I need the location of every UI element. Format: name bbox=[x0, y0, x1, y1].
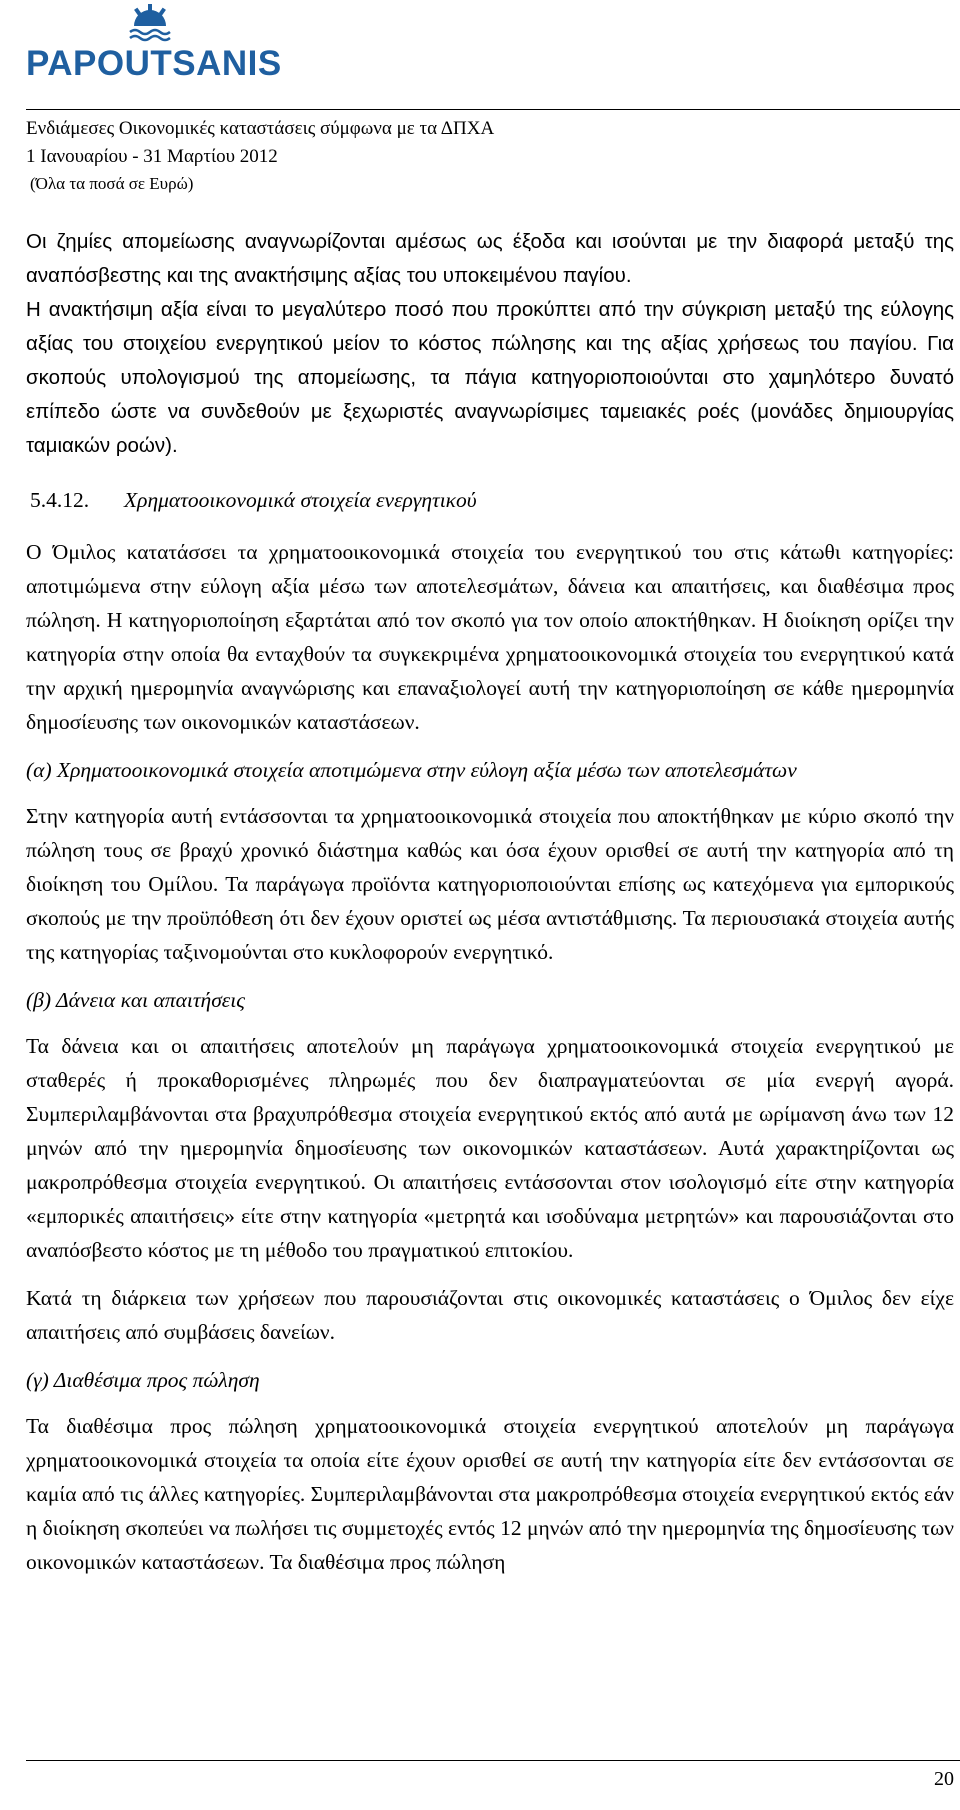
subheading-available-for-sale: (γ) Διαθέσιμα προς πώληση bbox=[26, 1368, 260, 1392]
paragraph-recoverable-amount: Η ανακτήσιμη αξία είναι το μεγαλύτερο ποσό που προκύπτει από την σύγκριση μεταξύ της εύλογης αξίας του στοιχείου ενεργητικού μείον το κόστος πώλησης και της αξίας χρήσεως του παγίου. Για σκοπούς υπολογισμού της απομείωσης, τα πάγια κατηγοριοποιούνται στο χαμηλότερο δυνατό επίπεδο ώστε να συνδεθούν με ξεχωριστές αναγνωρίσιμες ταμειακές ροές (μονάδες δημιουργίας ταμιακών ροών). bbox=[26, 298, 954, 457]
report-title: Ενδιάμεσες Οικονομικές καταστάσεις σύμφωνα με τα ΔΠΧΑ bbox=[26, 118, 495, 139]
section-title: Χρηματοοικονομικά στοιχεία ενεργητικού bbox=[124, 488, 477, 512]
section-heading bbox=[26, 483, 954, 517]
currency-note: (Όλα τα ποσά σε Ευρώ) bbox=[30, 174, 194, 193]
footer-divider bbox=[26, 1760, 960, 1761]
paragraph-fair-value: Στην κατηγορία αυτή εντάσσονται τα χρηματοοικονομικά στοιχεία που αποκτήθηκαν με κύριο σκοπό την πώληση τους σε βραχύ χρονικό διάστημα καθώς και όσα έχουν ορισθεί σε αυτή την κατηγορία από τη διοίκηση του Ομίλου. Τα παράγωγα προϊόντα κατηγοριοποιούνται επίσης ως κατεχόμενα για εμπορικούς σκοπούς με την προϋπόθεση ότι δεν έχουν οριστεί ως μέσα αντιστάθμισης. Τα περιουσιακά στοιχεία αυτής της κατηγορίας ταξινομούνται στο κυκλοφορούν ενεργητικό. bbox=[26, 804, 954, 964]
subheading-fair-value: (α) Χρηματοοικονομικά στοιχεία αποτιμώμενα στην εύλογη αξία μέσω των αποτελεσμάτων bbox=[26, 758, 797, 782]
subheading-loans: (β) Δάνεια και απαιτήσεις bbox=[26, 988, 245, 1012]
company-logo bbox=[26, 4, 282, 83]
paragraph-loan-contracts: Κατά τη διάρκεια των χρήσεων που παρουσιάζονται στις οικονομικές καταστάσεις ο Όμιλος δεν είχε απαιτήσεις από συμβάσεις δανείων. bbox=[26, 1286, 954, 1344]
section-number: 5.4.12. bbox=[30, 488, 90, 512]
page-number: 20 bbox=[934, 1768, 954, 1790]
paragraph-loans: Τα δάνεια και οι απαιτήσεις αποτελούν μη παράγωγα χρηματοοικονομικά στοιχεία ενεργητικού με σταθερές ή προκαθορισμένες πληρωμές που δεν διαπραγματεύονται σε μία ενεργή αγορά. Συμπεριλαμβάνονται στα βραχυπρόθεσμα στοιχεία ενεργητικού εκτός από αυτά με ωρίμανση άνω των 12 μηνών από την ημερομηνία δημοσίευσης των οικονομικών καταστάσεων. Αυτά χαρακτηρίζονται ως μακροπρόθεσμα στοιχεία ενεργητικού. Οι απαιτήσεις εντάσσονται στον ισολογισμό είτε στην κατηγορία «εμπορικές απαιτήσεις» είτε στην κατηγορία «μετρητά και ισοδύναμα μετρητών» και παρουσιάζονται στο αναπόσβεστο κόστος με τη μέθοδο του πραγματικού επιτοκίου. bbox=[26, 1034, 954, 1262]
paragraph-available-for-sale: Τα διαθέσιμα προς πώληση χρηματοοικονομικά στοιχεία ενεργητικού αποτελούν μη παράγωγα χρηματοοικονομικά στοιχεία τα οποία είτε έχουν ορισθεί σε αυτή την κατηγορία είτε δεν εντάσσονται σε καμία από τις άλλες κατηγορίες. Συμπεριλαμβάνονται στα μακροπρόθεσμα στοιχεία ενεργητικού εκτός εάν η διοίκηση σκοπεύει να πωλήσει τις συμμετοχές εντός 12 μηνών από την ημερομηνία της δημοσίευσης των οικονομικών καταστάσεων. Τα διαθέσιμα προς πώληση bbox=[26, 1414, 954, 1574]
company-name: PAPOUTSANIS bbox=[26, 44, 282, 83]
report-period: 1 Ιανουαρίου - 31 Μαρτίου 2012 bbox=[26, 146, 278, 167]
document-body bbox=[26, 225, 954, 1579]
paragraph-classification: Ο Όμιλος κατατάσσει τα χρηματοοικονομικά στοιχεία του ενεργητικού του στις κάτωθι κατηγορίες: αποτιμώμενα στην εύλογη αξία μέσω των αποτελεσμάτων, δάνεια και απαιτήσεις, και διαθέσιμα προς πώληση. Η κατηγοριοποίηση εξαρτάται από τον σκοπό για τον οποίο αποκτήθηκαν. Η διοίκηση ορίζει την κατηγορία στην οποία θα ενταχθούν τα συγκεκριμένα χρηματοοικονομικά στοιχεία του ενεργητικού κατά την αρχική ημερομηνία αναγνώρισης και επαναξιολογεί αυτή την κατηγοριοποίηση σε κάθε ημερομηνία δημοσίευσης των οικονομικών καταστάσεων. bbox=[26, 540, 954, 734]
header-divider bbox=[26, 109, 960, 110]
paragraph-impairment-losses: Οι ζημίες απομείωσης αναγνωρίζονται αμέσως ως έξοδα και ισούνται με την διαφορά μεταξύ της αναπόσβεστης και της ανακτήσιμης αξίας του υποκειμένου παγίου. bbox=[26, 230, 954, 287]
sun-waves-icon bbox=[128, 4, 172, 42]
